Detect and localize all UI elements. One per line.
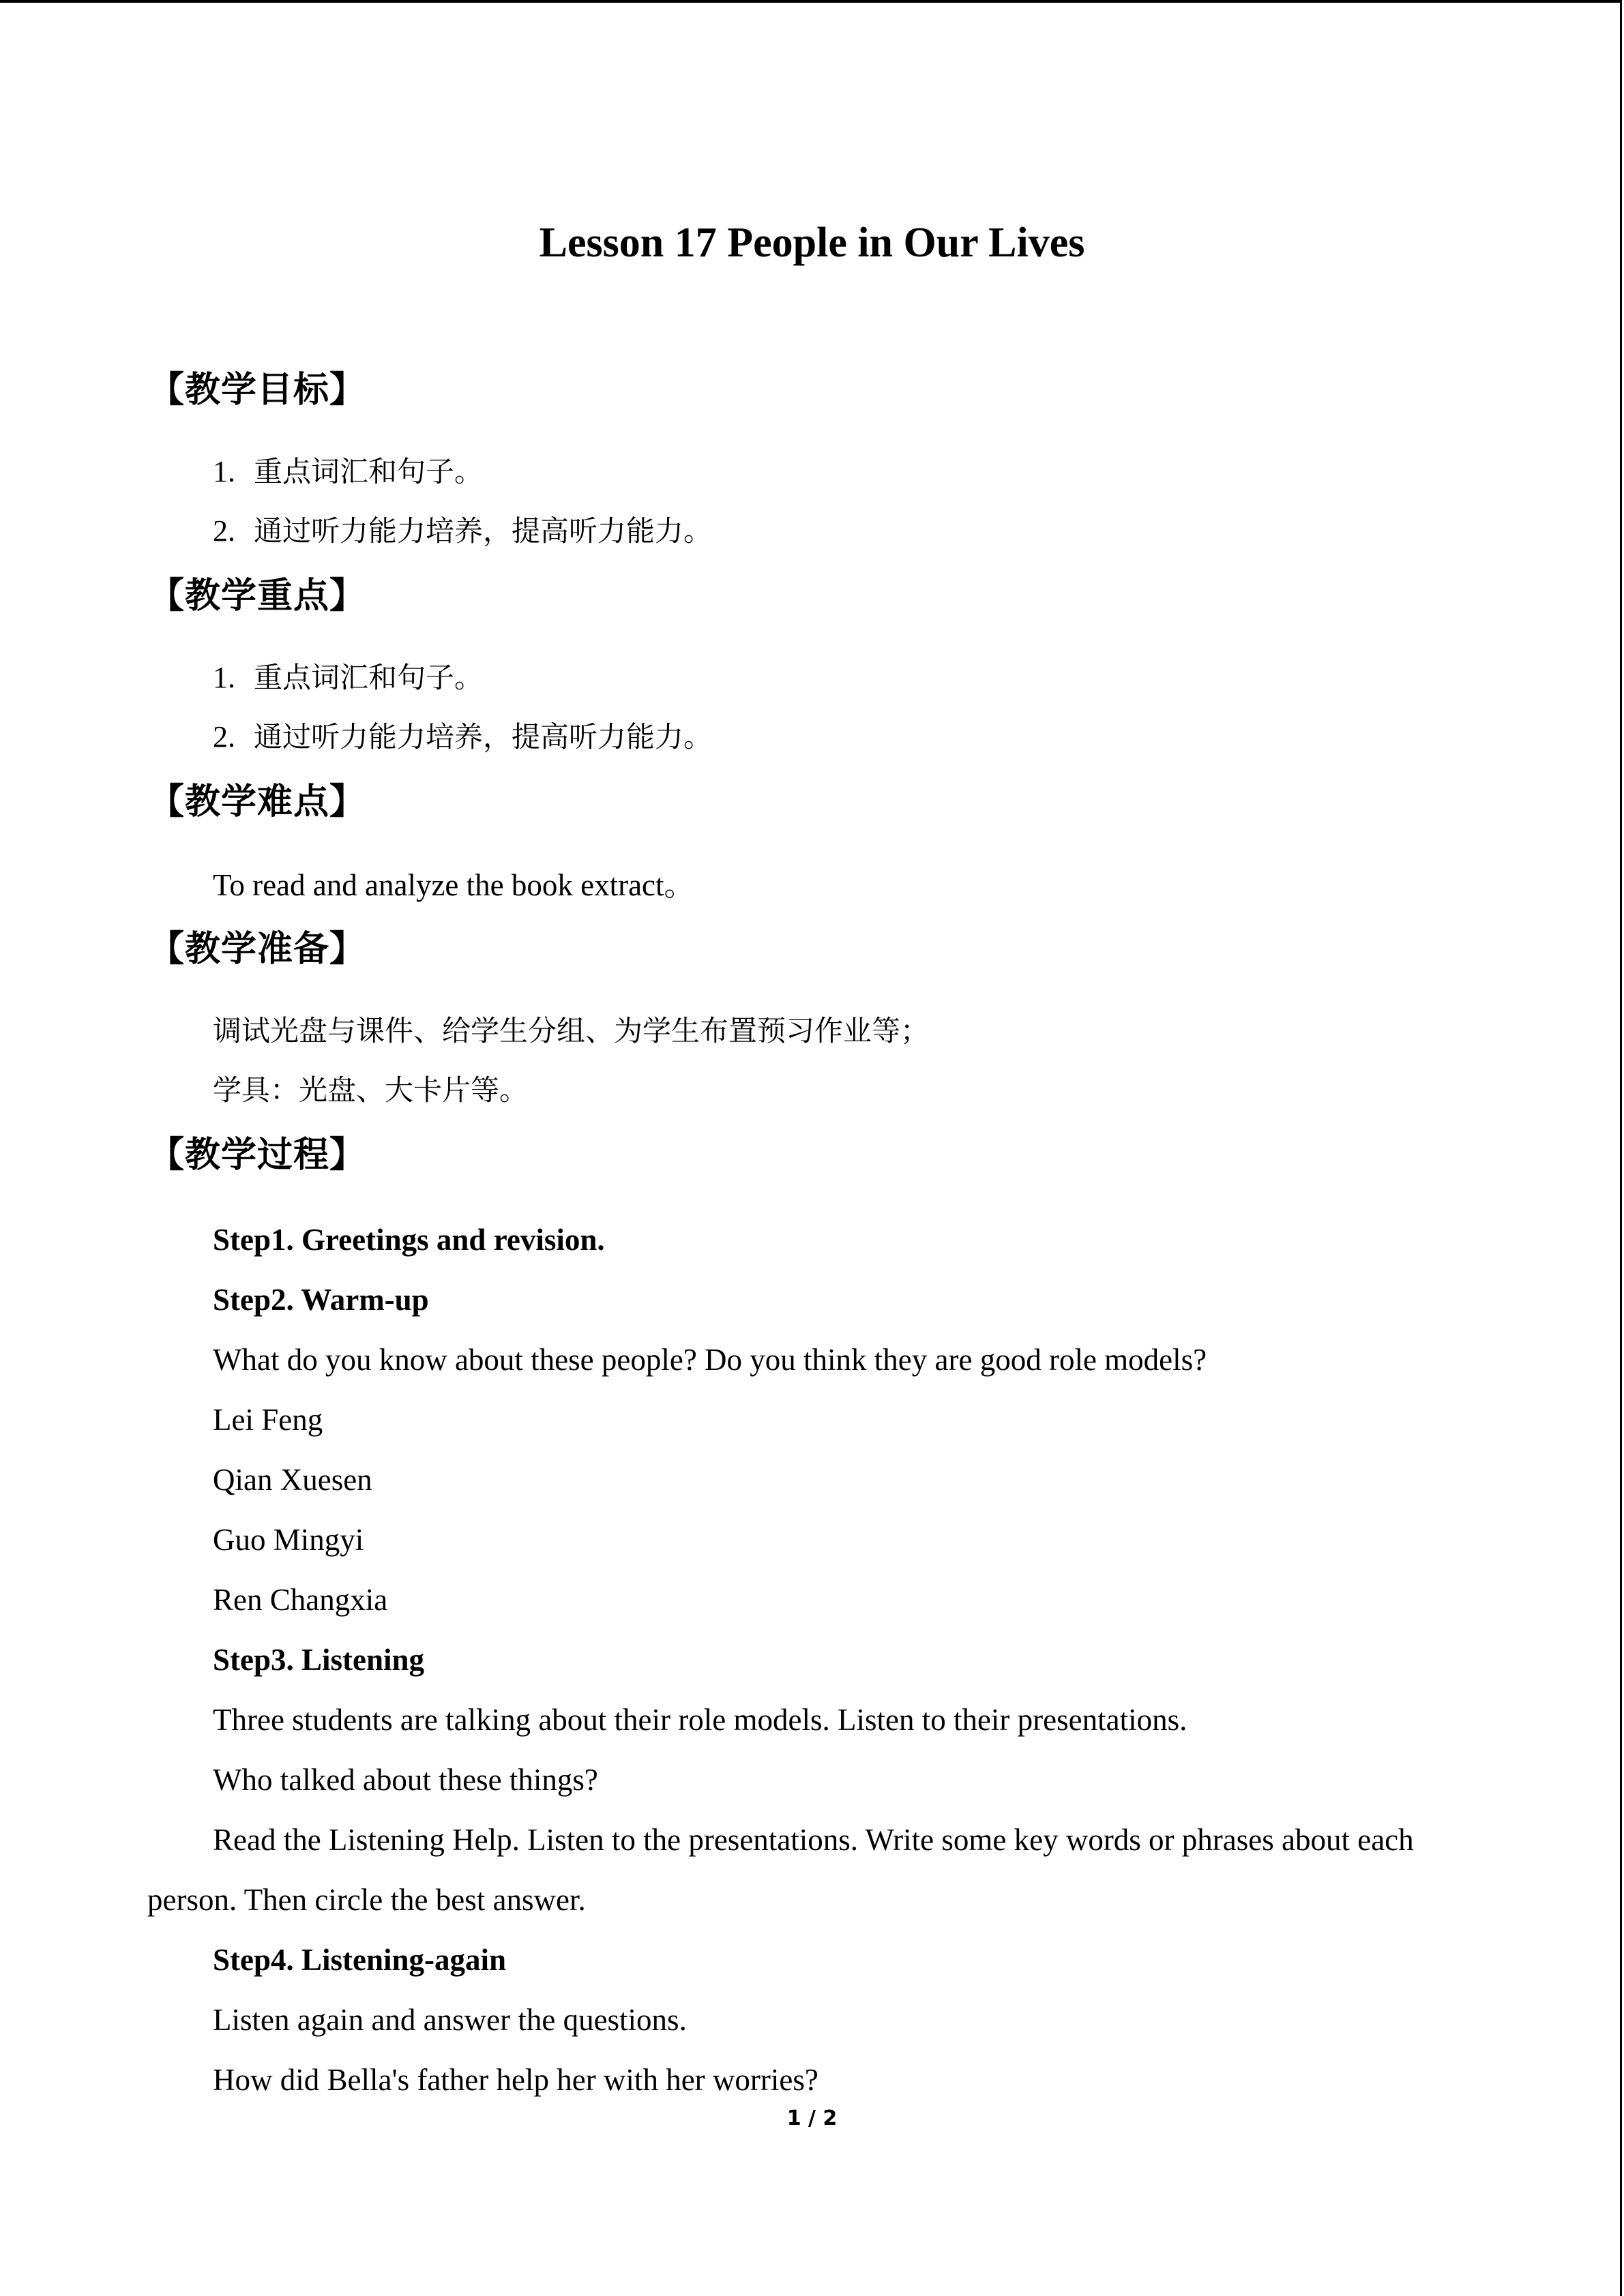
- list-item: [213, 707, 712, 767]
- paragraph: 学具：光盘、大卡片等。: [213, 1073, 529, 1107]
- paragraph-continuation: person. Then circle the best answer.: [147, 1883, 586, 1917]
- paragraph: To read and analyze the book extract。: [213, 868, 695, 902]
- list-text: 重点词汇和句子。: [254, 661, 484, 694]
- paragraph: Listen again and answer the questions.: [213, 2003, 687, 2037]
- list-number: 2.: [213, 720, 235, 754]
- list-item: [213, 501, 712, 561]
- section-heading-objectives: 【教学目标】: [149, 370, 366, 411]
- list-item: [213, 442, 483, 502]
- step-heading: Step4. Listening-again: [213, 1943, 507, 1977]
- page-number: 1 / 2: [786, 2106, 838, 2130]
- paragraph: 调试光盘与课件、给学生分组、为学生布置预习作业等；: [213, 1014, 930, 1047]
- list-number: 1.: [213, 661, 235, 694]
- section-heading-procedure: 【教学过程】: [149, 1135, 366, 1176]
- list-text: 重点词汇和句子。: [254, 455, 484, 488]
- paragraph: What do you know about these people? Do you think they are good role models?: [213, 1343, 1207, 1377]
- step-heading: Step1. Greetings and revision.: [213, 1223, 605, 1257]
- page-title: Lesson 17 People in Our Lives: [539, 220, 1085, 266]
- paragraph: How did Bella's father help her with her worries?: [213, 2063, 818, 2097]
- step-heading: Step3. Listening: [213, 1643, 425, 1677]
- paragraph: Ren Changxia: [213, 1583, 388, 1617]
- list-text: 通过听力能力培养，提高听力能力。: [254, 514, 713, 548]
- paragraph: Three students are talking about their role models. Listen to their presentations.: [213, 1703, 1187, 1737]
- list-number: 2.: [213, 514, 235, 548]
- paragraph: Lei Feng: [213, 1403, 323, 1437]
- list-text: 通过听力能力培养，提高听力能力。: [254, 720, 713, 754]
- paragraph: Who talked about these things?: [213, 1763, 598, 1797]
- list-item: [213, 648, 483, 708]
- section-heading-key-points: 【教学重点】: [149, 576, 366, 616]
- paragraph: Qian Xuesen: [213, 1463, 372, 1497]
- section-heading-preparation: 【教学准备】: [149, 929, 366, 970]
- paragraph: Read the Listening Help. Listen to the presentations. Write some key words or phrases about each: [213, 1823, 1414, 1857]
- paragraph: Guo Mingyi: [213, 1523, 364, 1557]
- section-heading-difficulties: 【教学难点】: [149, 781, 366, 822]
- step-heading: Step2. Warm-up: [213, 1283, 429, 1317]
- list-number: 1.: [213, 455, 235, 488]
